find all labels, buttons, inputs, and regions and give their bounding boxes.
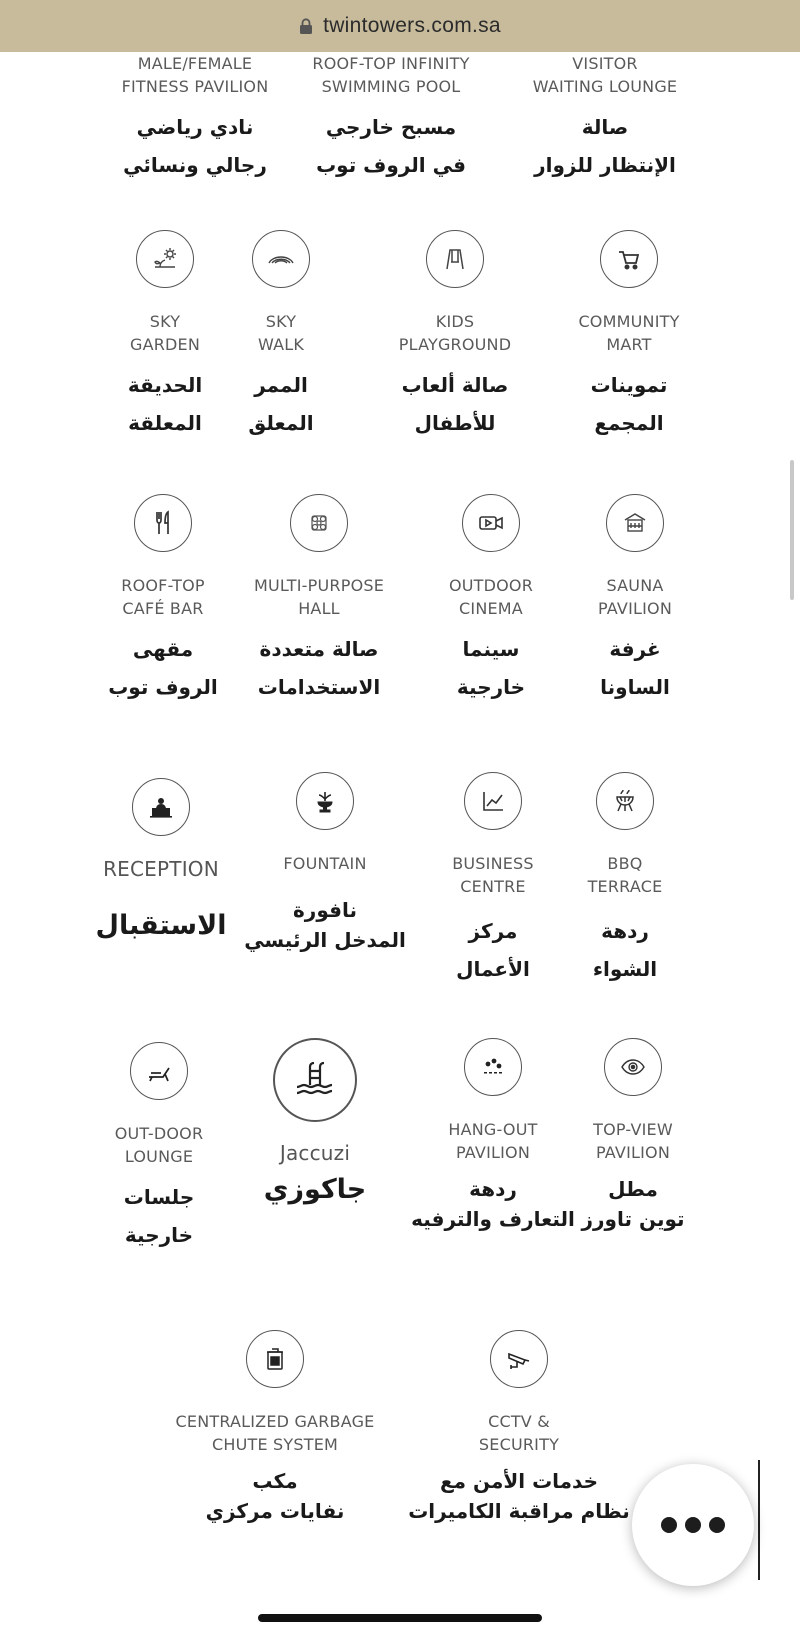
sky-walk-icon xyxy=(252,230,310,288)
amenity-label-ar: مقهى الروف توب xyxy=(108,637,218,699)
amenity-label-ar: خدمات الأمن مع نظام مراقبة الكاميرات xyxy=(408,1469,630,1523)
people-icon xyxy=(464,1038,522,1096)
amenity-label-en: VISITOR WAITING LOUNGE xyxy=(532,54,678,96)
amenity-label-en: COMMUNITY MART xyxy=(578,312,680,354)
amenity-sauna xyxy=(540,494,730,706)
amenity-label-en: CENTRALIZED GARBAGE CHUTE SYSTEM xyxy=(175,1412,375,1454)
amenity-label-en: RECEPTION xyxy=(103,857,219,881)
amenity-community-mart xyxy=(534,230,724,442)
amenity-label-ar: ردهة التعارف والترفيه xyxy=(411,1177,575,1231)
amenity-label-ar: مكب نفايات مركزي xyxy=(205,1469,345,1523)
sauna-icon xyxy=(606,494,664,552)
amenity-label-ar: مسبح خارجي في الروف توب xyxy=(316,115,466,177)
chart-icon xyxy=(464,772,522,830)
cutlery-icon xyxy=(134,494,192,552)
amenity-label-ar: سينما خارجية xyxy=(456,637,526,699)
more-options-button[interactable] xyxy=(632,1464,754,1586)
amenity-cctv-security xyxy=(404,1330,634,1526)
amenity-fountain xyxy=(230,772,420,955)
video-camera-icon xyxy=(462,494,520,552)
amenity-label-ar: صالة ألعاب للأطفال xyxy=(401,373,509,435)
amenity-label-en: KIDS PLAYGROUND xyxy=(398,312,512,354)
eye-icon xyxy=(604,1038,662,1096)
lock-icon xyxy=(299,18,313,35)
amenity-multi-purpose-hall xyxy=(224,494,414,706)
address-bar[interactable] xyxy=(0,0,800,52)
amenity-label-ar: مركز الأعمال xyxy=(456,919,530,981)
divider xyxy=(758,1460,760,1580)
amenity-label-en: ROOF-TOP INFINITY SWIMMING POOL xyxy=(312,54,470,96)
amenity-top-view-pavilion xyxy=(538,1038,728,1234)
amenity-label-ar: ردهة الشواء xyxy=(592,919,658,981)
amenity-label-en: SKY GARDEN xyxy=(129,312,201,354)
amenity-bbq-terrace xyxy=(530,772,720,988)
swing-icon xyxy=(426,230,484,288)
amenity-label-ar: غرفة الساونا xyxy=(600,637,670,699)
amenity-label-ar: صالة متعددة الاستخدامات xyxy=(257,637,381,699)
amenities-page xyxy=(0,52,800,1630)
trash-icon xyxy=(246,1330,304,1388)
amenity-label-en: TOP-VIEW PAVILION xyxy=(593,1120,673,1162)
home-indicator[interactable] xyxy=(258,1614,542,1622)
amenity-fitness xyxy=(100,52,290,184)
amenity-pool xyxy=(296,52,486,184)
amenity-reception xyxy=(66,778,256,945)
hall-icon xyxy=(290,494,348,552)
url-text: twintowers.com.sa xyxy=(323,14,501,37)
fountain-icon xyxy=(296,772,354,830)
amenity-label-ar: الاستقبال xyxy=(95,910,227,941)
amenity-label-ar: تموينات المجمع xyxy=(590,373,668,435)
grill-icon xyxy=(596,772,654,830)
amenity-label-en: HANG-OUT PAVILION xyxy=(448,1120,538,1162)
amenity-visitor-lounge xyxy=(510,52,700,184)
amenity-label-en: CCTV & SECURITY xyxy=(478,1412,560,1454)
more-dots-icon xyxy=(661,1517,677,1533)
amenity-kids-playground xyxy=(360,230,550,442)
amenity-label-en: SAUNA PAVILION xyxy=(597,576,672,618)
amenity-label-ar: نادي رياضي رجالي ونسائي xyxy=(123,115,267,177)
amenity-label-en: BBQ TERRACE xyxy=(587,854,663,896)
amenity-label-en: Jaccuzi xyxy=(279,1141,351,1165)
reception-icon xyxy=(132,778,190,836)
amenity-label-ar: جاكوزي xyxy=(263,1174,367,1205)
amenity-label-ar: الممر المعلق xyxy=(248,373,314,435)
jacuzzi-icon xyxy=(273,1038,357,1122)
scrollbar[interactable] xyxy=(790,460,794,600)
cctv-icon xyxy=(490,1330,548,1388)
amenity-label-ar: الحديقة المعلقة xyxy=(127,373,203,435)
more-dots-icon xyxy=(685,1517,701,1533)
amenity-label-ar: نافورة المدخل الرئيسي xyxy=(244,898,406,952)
amenity-garbage-chute xyxy=(140,1330,410,1526)
amenity-label-en: OUTDOOR CINEMA xyxy=(448,576,534,618)
amenity-label-en: MALE/FEMALE FITNESS PAVILION xyxy=(121,54,269,96)
amenity-label-en: OUT-DOOR LOUNGE xyxy=(114,1124,204,1166)
amenity-label-ar: مطل توين تاورز xyxy=(581,1177,685,1231)
amenity-label-en: SKY WALK xyxy=(257,312,305,354)
amenity-label-en: MULTI-PURPOSE HALL xyxy=(253,576,385,618)
amenity-label-en: BUSINESS CENTRE xyxy=(452,854,534,896)
amenity-label-en: FOUNTAIN xyxy=(283,854,367,873)
amenity-sky-walk xyxy=(186,230,376,442)
sunbed-icon xyxy=(130,1042,188,1100)
amenity-label-en: ROOF-TOP CAFÉ BAR xyxy=(121,576,205,618)
amenity-label-ar: جلسات خارجية xyxy=(123,1185,195,1247)
amenity-jacuzzi xyxy=(220,1038,410,1209)
amenity-label-ar: صالة الإنتظار للزوار xyxy=(534,115,676,177)
more-dots-icon xyxy=(709,1517,725,1533)
cart-icon xyxy=(600,230,658,288)
